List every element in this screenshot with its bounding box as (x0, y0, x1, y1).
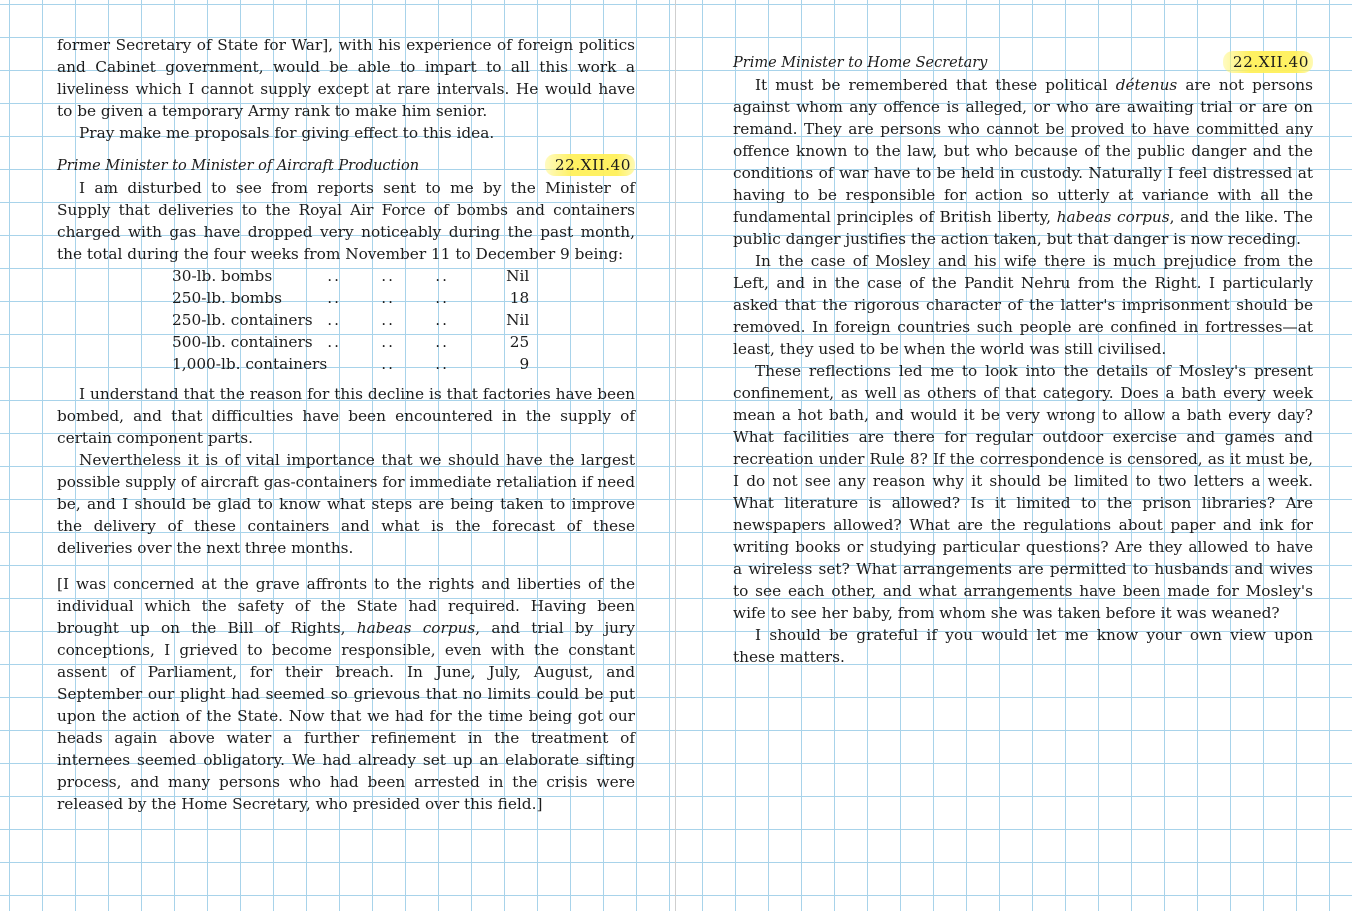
minute-title: Prime Minister to Minister of Aircraft Production (57, 158, 420, 174)
italic-term: habeas corpus (1056, 208, 1170, 226)
minute-date-highlight: 22.XII.40 (1223, 51, 1313, 73)
supply-quantity: 25 (509, 333, 530, 351)
supply-row (172, 287, 529, 309)
decline-reason-paragraph: I understand that the reason for this decline is that factories have been bombed, and that difficulties have been encountered in the supply of certain component parts. (57, 385, 635, 447)
supply-item: 250-lb. containers (172, 311, 313, 329)
left-page-text (57, 34, 635, 815)
section-spacer (57, 559, 635, 573)
leader-dots: .. (435, 355, 449, 373)
supply-row (172, 331, 529, 353)
leader-dots: .. (381, 289, 395, 307)
leader-dots-empty (327, 353, 381, 375)
commentary-paragraph (57, 573, 635, 815)
commentary-text: , and trial by jury conceptions, I grieved to become responsible, even with the constant assent of Parliament, for their breach. In June, July, August, and September our plight had seemed so grievous that no limits could be put upon the action of the State. Now that we had for the time being got our heads again above water a further refinement in the treatment of internees seemed obligatory. We had already set up an elaborate sifting process, and many persons who had been arrested in the crisis were released by the Home Secretary, who presided over this field.] (57, 619, 635, 813)
right-page (676, 0, 1352, 911)
leader-dots: .. (435, 267, 449, 285)
supply-quantity: 9 (519, 355, 530, 373)
italic-term: détenus (1115, 76, 1178, 94)
continued-paragraph: former Secretary of State for War], with his experience of foreign politics and Cabinet government, would be able to impart to all this work a liveliness which I cannot supply except at rare intervals. He would have to be given a temporary Army rank to make him senior. (57, 36, 635, 120)
detenus-paragraph (733, 74, 1313, 250)
supply-row (172, 309, 529, 331)
paragraph-text: , and the like. The public danger justifies the action taken, but that danger is now receding. (733, 208, 1313, 248)
supply-quantity: Nil (506, 311, 530, 329)
commentary-italic-term: habeas corpus (356, 619, 476, 637)
mosley-paragraph: In the case of Mosley and his wife there is much prejudice from the Left, and in the case of the Pandit Nehru from the Right. I particularly asked that the rigorous character of the latter's imprisonment should be removed. In foreign countries such people are confined in fortresses—at least, they used to be when the world was still civilised. (733, 252, 1313, 358)
reflections-paragraph: These reflections led me to look into the details of Mosley's present confinement, as well as others of that category. Does a bath every week mean a hot bath, and would it be very wrong to allow a bath every day? What facilities are there for regular outdoor exercise and games and recreation under Rule 8? If the correspondence is censored, as it must be, I do not see any reason why it should be limited to two letters a week. What literature is allowed? Is it limited to the prison libraries? Are newspapers allowed? What are the regulations about paper and ink for writing books or studying particular questions? Are they allowed to have a wireless set? What arrangements are permitted to husbands and wives to see each other, and what arrangements have been made for Mosley's wife to see her baby, from whom she was taken before it was weaned? (733, 362, 1313, 622)
leader-dots: .. (381, 267, 395, 285)
supply-item: 30-lb. bombs (172, 267, 273, 285)
supply-quantity: 18 (509, 289, 530, 307)
closing-paragraph: I should be grateful if you would let me know your own view upon these matters. (733, 626, 1313, 666)
supply-item: 1,000-lb. containers (172, 355, 328, 373)
supply-quantity: Nil (506, 267, 530, 285)
leader-dots: .. (327, 311, 341, 329)
leader-dots: .. (435, 289, 449, 307)
supply-item: 250-lb. bombs (172, 289, 282, 307)
leader-dots: .. (327, 267, 341, 285)
leader-dots: .. (381, 311, 395, 329)
minute-intro-paragraph: I am disturbed to see from reports sent to me by the Minister of Supply that deliveries to the Royal Air Force of bombs and containers charged with gas have dropped very noticeably during the past month, the total during the four weeks from November 11 to December 9 being: (57, 179, 635, 263)
right-page-text (733, 51, 1313, 668)
leader-dots: .. (435, 311, 449, 329)
supply-table (172, 265, 529, 375)
leader-dots: .. (327, 333, 341, 351)
leader-dots: .. (327, 289, 341, 307)
minute-heading-home (733, 51, 1313, 74)
minute-title: Prime Minister to Home Secretary (733, 55, 988, 71)
supply-item: 500-lb. containers (172, 333, 313, 351)
proposal-paragraph: Pray make me proposals for giving effect to this idea. (79, 124, 495, 142)
leader-dots: .. (381, 355, 395, 373)
minute-date-highlight: 22.XII.40 (545, 154, 635, 176)
leader-dots: .. (381, 333, 395, 351)
paragraph-text: It must be remembered that these political (755, 76, 1116, 94)
commentary-text: [I was concerned at the grave affronts to the rights and liberties of the individual which the safety of the State had required. Having been brought up on the Bill of Rights, (57, 575, 635, 637)
minute-heading-aircraft (57, 154, 635, 177)
supply-row (172, 265, 529, 287)
paragraph-text: are not persons against whom any offence is alleged, or who are awaiting trial or are on remand. They are persons who cannot be proved to have committed any offence known to the law, but who because of the public danger and the conditions of war have to be held in custody. Naturally I feel distressed at having to be responsible for action so utterly at variance with all the fundamental principles of British liberty, (733, 76, 1314, 226)
leader-dots: .. (435, 333, 449, 351)
supply-row (172, 353, 529, 375)
importance-paragraph: Nevertheless it is of vital importance that we should have the largest possible supply of aircraft gas-containers for immediate retaliation if need be, and I should be glad to know what steps are being taken to improve the delivery of these containers and what is the forecast of these deliveries over the next three months. (57, 451, 635, 557)
